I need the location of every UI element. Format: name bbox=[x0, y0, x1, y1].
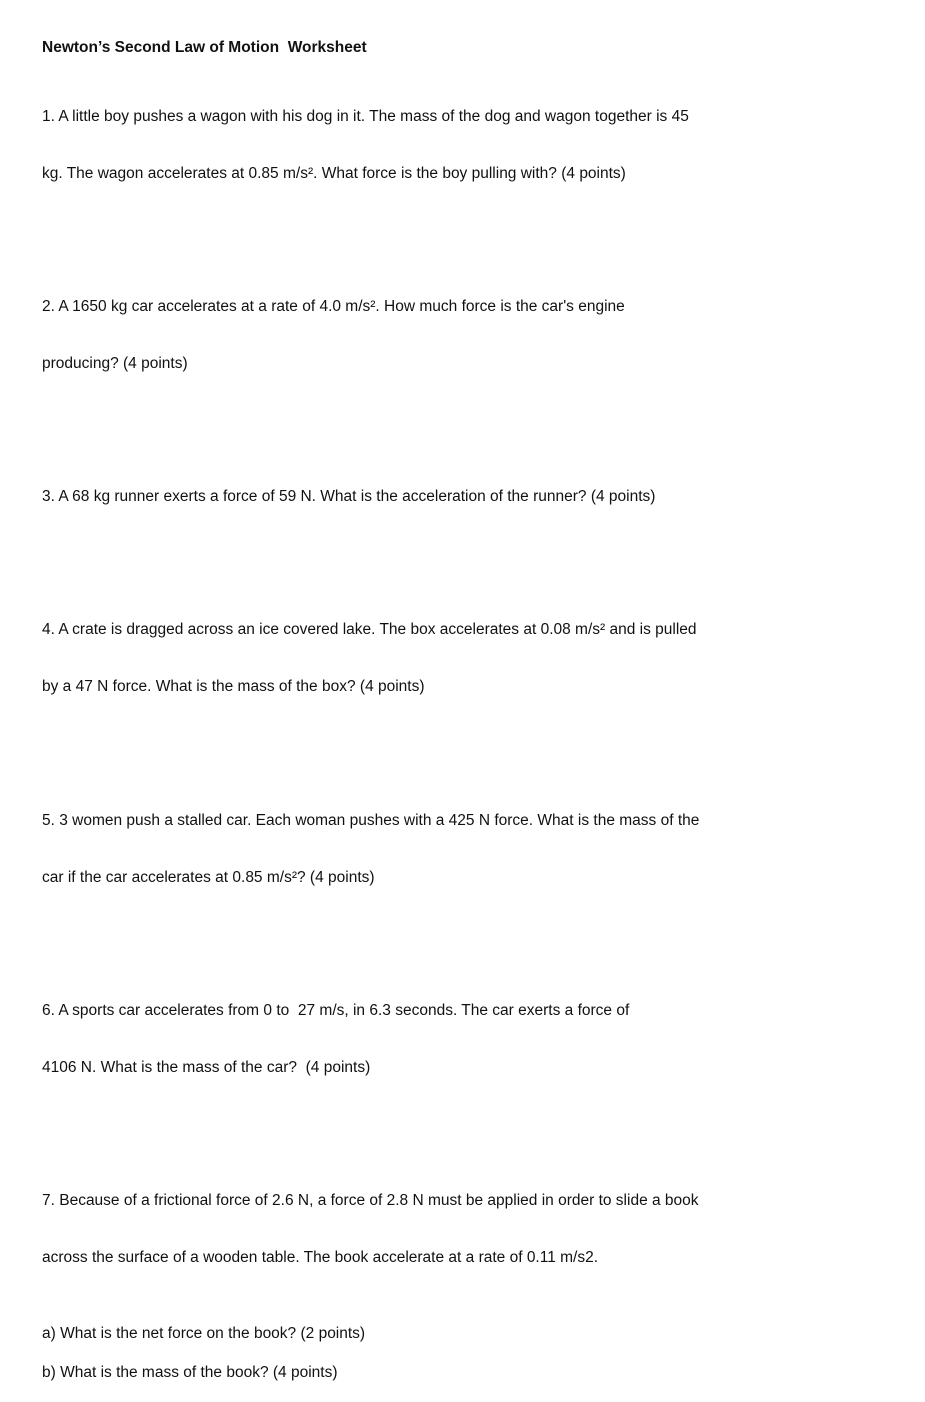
question-6 bbox=[42, 963, 902, 1115]
question-4 bbox=[42, 582, 902, 734]
question-5-line-1: 5. 3 women push a stalled car. Each woman pushes with a 425 N force. What is the mass of the bbox=[42, 812, 700, 829]
question-1-line-1: 1. A little boy pushes a wagon with his dog in it. The mass of the dog and wagon together is 45 bbox=[42, 108, 689, 125]
question-3 bbox=[42, 449, 902, 544]
question-5-line-2: car if the car accelerates at 0.85 m/s²? (4 points) bbox=[42, 869, 375, 886]
worksheet-page bbox=[42, 38, 902, 1402]
question-7-part-b: b) What is the mass of the book? (4 points) bbox=[42, 1364, 338, 1381]
question-4-line-2: by a 47 N force. What is the mass of the box? (4 points) bbox=[42, 678, 425, 695]
question-7-part-a: a) What is the net force on the book? (2 points) bbox=[42, 1325, 366, 1342]
question-2-line-2: producing? (4 points) bbox=[42, 355, 188, 372]
question-7 bbox=[42, 1153, 902, 1305]
question-6-line-2: 4106 N. What is the mass of the car? (4 points) bbox=[42, 1059, 371, 1076]
question-1-line-2: kg. The wagon accelerates at 0.85 m/s². What force is the boy pulling with? (4 points) bbox=[42, 165, 626, 182]
worksheet-title: Newton’s Second Law of Motion Worksheet bbox=[42, 39, 367, 56]
question-7-line-2: across the surface of a wooden table. The book accelerate at a rate of 0.11 m/s2. bbox=[42, 1249, 599, 1266]
question-4-line-1: 4. A crate is dragged across an ice covered lake. The box accelerates at 0.08 m/s² and is pulled bbox=[42, 621, 697, 638]
question-1 bbox=[42, 69, 902, 221]
question-2-line-1: 2. A 1650 kg car accelerates at a rate of 4.0 m/s². How much force is the car's engine bbox=[42, 298, 625, 315]
question-3-line-1: 3. A 68 kg runner exerts a force of 59 N. What is the acceleration of the runner? (4 points) bbox=[42, 488, 656, 505]
question-5 bbox=[42, 773, 902, 925]
question-2 bbox=[42, 259, 902, 411]
question-6-line-1: 6. A sports car accelerates from 0 to 27 m/s, in 6.3 seconds. The car exerts a force of bbox=[42, 1002, 630, 1019]
question-7-line-1: 7. Because of a frictional force of 2.6 N, a force of 2.8 N must be applied in order to slide a book bbox=[42, 1192, 699, 1209]
